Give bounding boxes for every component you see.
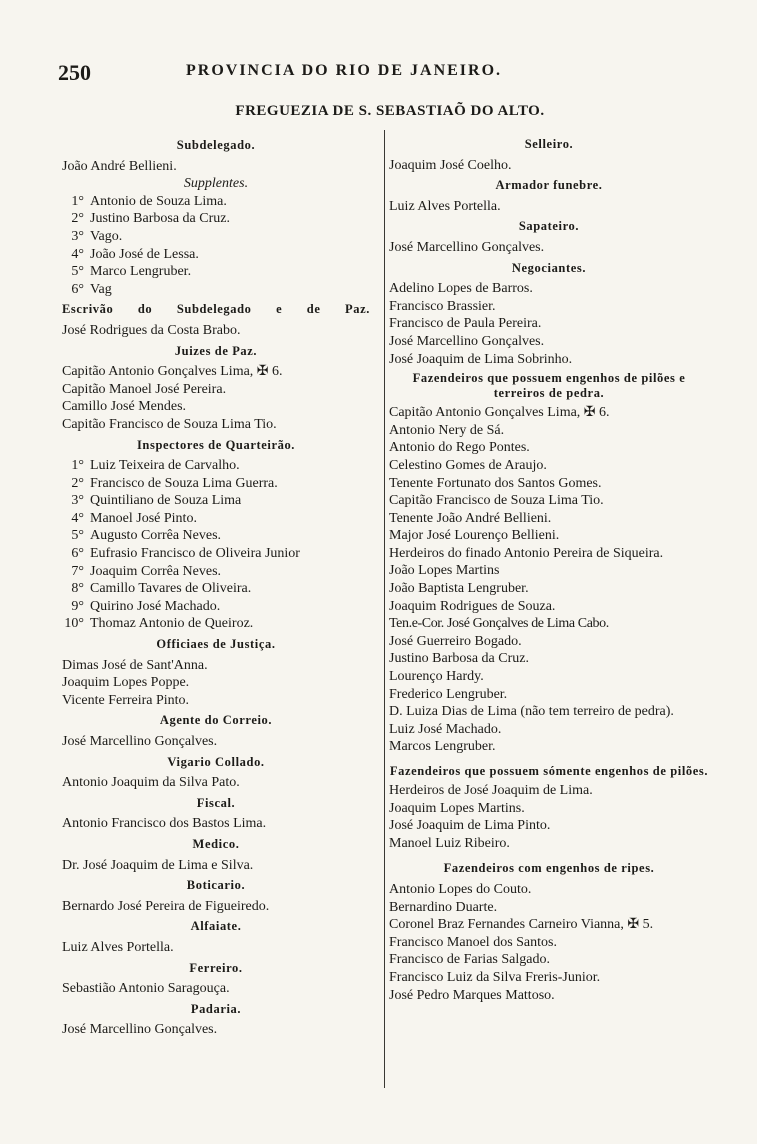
heading-selleiro: Selleiro. [524, 137, 574, 151]
list-item: Camillo José Mendes. [62, 399, 187, 415]
boticario-name: Bernardo José Pereira de Figueiredo. [62, 898, 270, 914]
heading-agente: Agente do Correio. [159, 713, 273, 728]
selleiro-name: Joaquim José Coelho. [389, 157, 512, 173]
list-item: João Baptista Lengruber. [389, 581, 529, 597]
list-item: D. Luiza Dias de Lima (não tem terreiro de pedra). [389, 704, 674, 720]
list-item: 5° Marco Lengruber. [71, 264, 192, 280]
heading-boticario: Boticario. [186, 878, 246, 893]
fiscal-name: Antonio Francisco dos Bastos Lima. [62, 816, 267, 832]
list-item: 6° Vag [71, 281, 112, 297]
list-item: 2° Francisco de Souza Lima Guerra. [71, 475, 278, 491]
heading-officiaes: Officiaes de Justiça. [156, 637, 276, 652]
heading-medico: Medico. [192, 836, 240, 851]
heading-fazendeiros-ripes: Fazendeiros com engenhos de ripes. [443, 861, 655, 876]
alfaiate-name: Luiz Alves Portella. [62, 939, 174, 955]
list-item: Capitão Antonio Gonçalves Lima, ✠ 6. [62, 364, 283, 380]
list-item: Francisco de Paula Pereira. [389, 316, 542, 332]
escrivao-name: José Rodrigues da Costa Brabo. [62, 322, 241, 338]
heading-negociantes: Negociantes. [511, 260, 587, 275]
list-item: 8° Camillo Tavares de Oliveira. [71, 581, 252, 597]
list-item: Francisco Brassier. [389, 298, 496, 314]
heading-fazendeiros-piloes: Fazendeiros que possuem sómente engenhos de pilões. [389, 764, 709, 778]
list-item: Herdeiros de José Joaquim de Lima. [389, 783, 593, 798]
supplentes-list [62, 193, 370, 299]
ferreiro-name: Sebastião Antonio Saragouça. [62, 981, 230, 997]
vigario-name: Antonio Joaquim da Silva Pato. [62, 775, 240, 791]
heading-alfaiate: Alfaiate. [190, 919, 242, 934]
list-item: João Lopes Martins [389, 563, 500, 579]
list-item: Lourenço Hardy. [389, 669, 484, 685]
left-column [62, 134, 370, 1039]
list-item: Francisco Manoel dos Santos. [389, 934, 557, 950]
list-item: 3° Vago. [71, 228, 123, 244]
heading-escrivao: Escrivão do Subdelegado e de Paz. [62, 302, 370, 317]
list-item: Francisco Luiz da Silva Freris-Junior. [389, 969, 601, 985]
list-item: Luiz José Machado. [389, 721, 502, 737]
list-item: Manoel Luiz Ribeiro. [389, 835, 510, 851]
list-item: Tenente Fortunato dos Santos Gomes. [389, 475, 602, 491]
agente-name: José Marcellino Gonçalves. [62, 734, 218, 749]
list-item: Tenente João André Bellieni. [389, 510, 552, 526]
list-item: 6° Eufrasio Francisco de Oliveira Junior [71, 546, 300, 562]
list-item: Herdeiros do finado Antonio Pereira de Siqueira. [389, 545, 664, 561]
padaria-name: José Marcellino Gonçalves. [62, 1022, 218, 1038]
list-item: José Marcellino Gonçalves. [389, 333, 545, 349]
list-item: Justino Barbosa da Cruz. [389, 651, 529, 667]
heading-subdelegado: Subdelegado. [176, 138, 256, 152]
heading-juizes: Juizes de Paz. [174, 343, 258, 358]
list-item: 1° Antonio de Souza Lima. [71, 193, 227, 209]
list-item: Frederico Lengruber. [389, 686, 508, 702]
list-item: 4° Manoel José Pinto. [71, 510, 197, 526]
list-item: 1° Luiz Teixeira de Carvalho. [71, 458, 240, 474]
list-item: Adelino Lopes de Barros. [389, 281, 533, 297]
heading-fazendeiros-pedra: Fazendeiros que possuem engenhos de pilões e terreiros de pedra. [412, 371, 686, 401]
list-item: Bernardino Duarte. [389, 899, 498, 915]
list-item: 3° Quintiliano de Souza Lima [71, 493, 242, 509]
list-item: 2° Justino Barbosa da Cruz. [71, 211, 230, 227]
heading-armador: Armador funebre. [495, 178, 603, 193]
list-item: Francisco de Farias Salgado. [389, 952, 550, 968]
list-item: José Guerreiro Bogado. [389, 633, 522, 649]
section-title: FREGUEZIA DE S. SEBASTIAÕ DO ALTO. [235, 103, 545, 119]
heading-padaria: Padaria. [190, 1001, 242, 1016]
medico-name: Dr. José Joaquim de Lima e Silva. [62, 857, 254, 873]
sapateiro-name: José Marcellino Gonçalves. [389, 239, 545, 255]
heading-supplentes: Supplentes. [183, 176, 249, 192]
list-item: José Joaquim de Lima Sobrinho. [389, 351, 573, 367]
list-item: Celestino Gomes de Araujo. [389, 457, 547, 473]
armador-name: Luiz Alves Portella. [389, 198, 501, 214]
running-head: PROVINCIA DO RIO DE JANEIRO. [186, 62, 503, 79]
list-item: Dimas José de Sant'Anna. [62, 657, 208, 673]
heading-sapateiro: Sapateiro. [518, 219, 580, 234]
list-item: Coronel Braz Fernandes Carneiro Vianna, ✠ 5. [389, 917, 654, 933]
list-item: Marcos Lengruber. [389, 739, 496, 755]
list-item: Antonio Lopes do Couto. [389, 881, 532, 897]
list-item: 9° Quirino José Machado. [71, 598, 221, 614]
list-item: José Pedro Marques Mattoso. [389, 987, 555, 1003]
list-item: Capitão Antonio Gonçalves Lima, ✠ 6. [389, 405, 610, 421]
list-item: José Joaquim de Lima Pinto. [389, 818, 551, 834]
heading-inspectores: Inspectores de Quarteirão. [136, 437, 296, 452]
right-column [384, 130, 709, 1088]
list-item: Ten.e-Cor. José Gonçalves de Lima Cabo. [389, 616, 609, 632]
list-item: Joaquim Lopes Martins. [389, 800, 525, 816]
subdelegado-name: João André Bellieni. [62, 158, 177, 174]
heading-vigario: Vigario Collado. [167, 754, 265, 769]
inspectores-list [62, 457, 370, 633]
list-item: Major José Lourenço Bellieni. [389, 528, 560, 544]
list-item: Antonio do Rego Pontes. [389, 440, 530, 456]
list-item: Capitão Manoel José Pereira. [62, 381, 227, 397]
list-item: 4° João José de Lessa. [71, 246, 199, 262]
list-item: 5° Augusto Corrêa Neves. [71, 528, 222, 544]
list-item: Joaquim Rodrigues de Souza. [389, 598, 556, 614]
list-item: Capitão Francisco de Souza Lima Tio. [62, 416, 277, 432]
list-item: Vicente Ferreira Pinto. [62, 692, 190, 708]
list-item: 10° Thomaz Antonio de Queiroz. [64, 616, 254, 632]
heading-fiscal: Fiscal. [196, 795, 236, 810]
list-item: Antonio Nery de Sá. [389, 422, 505, 438]
list-item: 7° Joaquim Corrêa Neves. [71, 563, 222, 579]
list-item: Joaquim Lopes Poppe. [62, 675, 190, 691]
heading-ferreiro: Ferreiro. [189, 960, 243, 975]
page-number: 250 [58, 60, 91, 85]
list-item: Capitão Francisco de Souza Lima Tio. [389, 493, 604, 509]
